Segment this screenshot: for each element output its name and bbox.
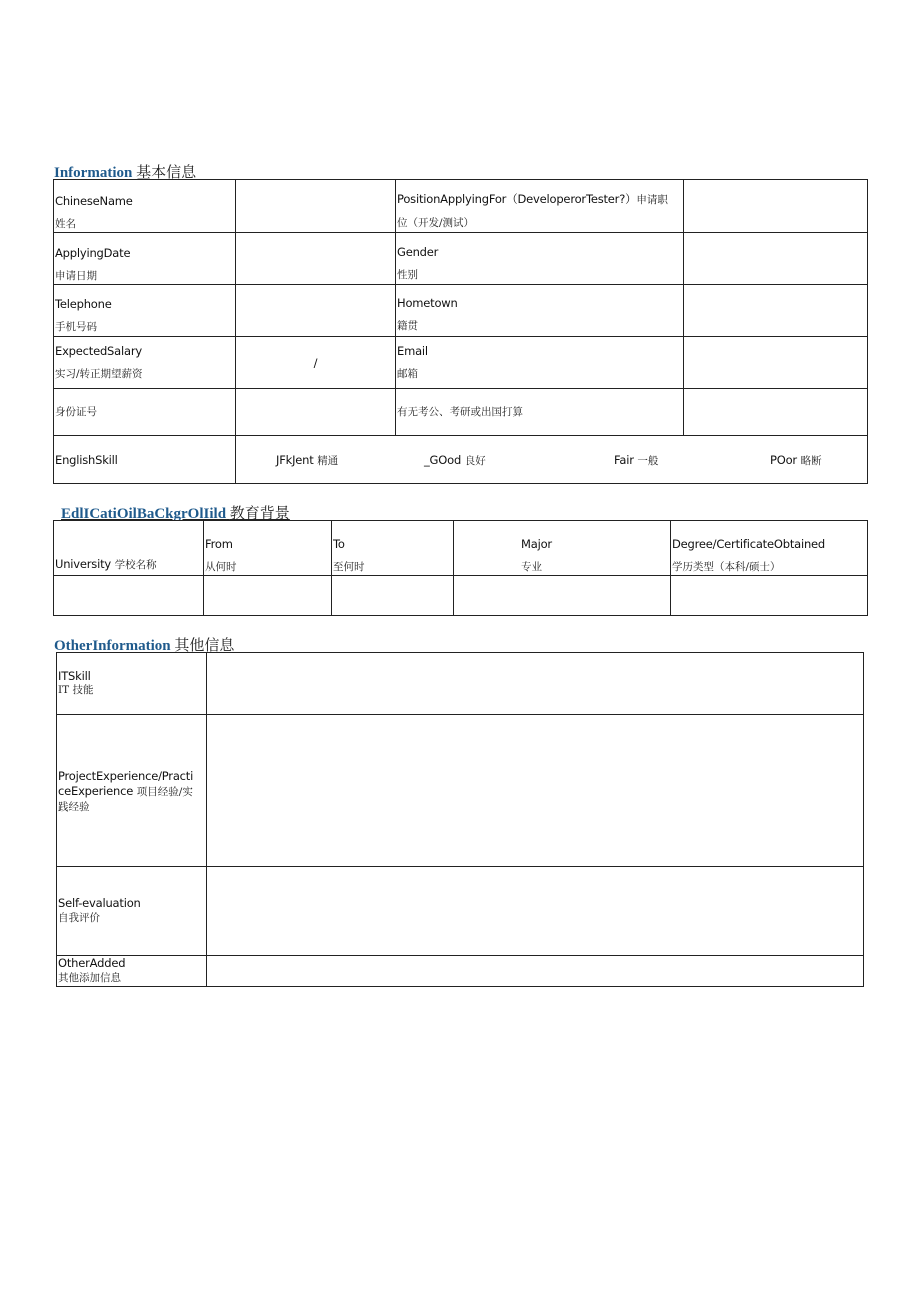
table-row xyxy=(54,521,868,576)
table-row xyxy=(57,715,864,867)
to-field[interactable] xyxy=(332,576,454,616)
english-skill-options xyxy=(236,436,868,484)
degree-field[interactable] xyxy=(671,576,868,616)
position-label: PositionApplyingFor（DeveloperorTester?）申请职 位（开发/测试） xyxy=(396,180,684,233)
gender-label: Gender 性别 xyxy=(396,233,684,285)
section-title-cn: 基本信息 xyxy=(136,165,197,181)
applying-date-label: ApplyingDate 申请日期 xyxy=(54,233,236,285)
it-skill-field[interactable] xyxy=(207,653,864,715)
university-header: University 学校名称 xyxy=(54,521,204,576)
english-option-good[interactable]: _GOod 良好 xyxy=(424,452,486,467)
other-added-label: OtherAdded 其他添加信息 xyxy=(57,956,207,987)
from-field[interactable] xyxy=(204,576,332,616)
other-added-field[interactable] xyxy=(207,956,864,987)
to-header: To 至何时 xyxy=(332,521,454,576)
id-number-label: 身份证号 xyxy=(54,389,236,436)
chinese-name-field[interactable] xyxy=(236,180,396,233)
telephone-field[interactable] xyxy=(236,285,396,337)
table-row xyxy=(54,389,868,436)
table-row xyxy=(54,180,868,233)
table-row xyxy=(57,956,864,987)
salary-separator: / xyxy=(313,355,318,370)
project-experience-field[interactable] xyxy=(207,715,864,867)
self-evaluation-field[interactable] xyxy=(207,867,864,956)
plans-field[interactable] xyxy=(684,389,868,436)
table-row xyxy=(54,233,868,285)
table-row xyxy=(57,653,864,715)
from-header: From 从何时 xyxy=(204,521,332,576)
english-option-excellent[interactable]: JFkJent 精通 xyxy=(276,452,339,467)
email-field[interactable] xyxy=(684,337,868,389)
gender-field[interactable] xyxy=(684,233,868,285)
applying-date-field[interactable] xyxy=(236,233,396,285)
email-label: Email 邮箱 xyxy=(396,337,684,389)
expected-salary-label: ExpectedSalary 实习/转正期望薪资 xyxy=(54,337,236,389)
table-row xyxy=(57,867,864,956)
telephone-label: Telephone 手机号码 xyxy=(54,285,236,337)
table-row xyxy=(54,285,868,337)
hometown-label: Hometown 籍贯 xyxy=(396,285,684,337)
position-field[interactable] xyxy=(684,180,868,233)
table-row xyxy=(54,337,868,389)
section-title-en: OtherInformation xyxy=(54,638,171,654)
university-field[interactable] xyxy=(54,576,204,616)
education-table xyxy=(53,520,868,616)
plans-label: 有无考公、考研或出国打算 xyxy=(396,389,684,436)
degree-header: Degree/CertificateObtained 学历类型（本科/硕士） xyxy=(671,521,868,576)
project-experience-label: ProjectExperience/Practi ceExperience 项目经验/实 践经验 xyxy=(57,715,207,867)
expected-salary-field[interactable] xyxy=(236,337,396,389)
id-number-field[interactable] xyxy=(236,389,396,436)
other-info-table xyxy=(56,652,864,987)
section-title-cn: 教育背景 xyxy=(229,506,290,522)
major-header: Major 专业 xyxy=(454,521,671,576)
it-skill-label: ITSkill IT 技能 xyxy=(57,653,207,715)
english-option-poor[interactable]: POor 略断 xyxy=(770,452,822,467)
self-evaluation-label: Self-evaluation 自我评价 xyxy=(57,867,207,956)
basic-info-table xyxy=(53,179,868,484)
section-title-en: Information xyxy=(54,165,133,181)
major-field[interactable] xyxy=(454,576,671,616)
table-row xyxy=(54,436,868,484)
chinese-name-label: ChineseName 姓名 xyxy=(54,180,236,233)
english-skill-label: EnglishSkill xyxy=(54,436,236,484)
english-option-fair[interactable]: Fair 一般 xyxy=(614,452,659,467)
section-title-cn: 其他信息 xyxy=(174,638,235,654)
hometown-field[interactable] xyxy=(684,285,868,337)
section-title-en: EdlICatiOilBaCkgrOlIild xyxy=(61,506,227,522)
table-row xyxy=(54,576,868,616)
